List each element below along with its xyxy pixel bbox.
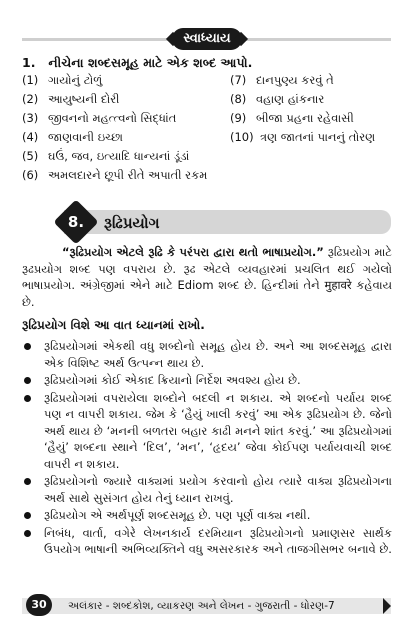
question-1: [22, 55, 252, 71]
bullet-icon: [24, 395, 31, 402]
bullet-item: રૂઢિપ્રયોગમાં વપરાયેલા શબ્દોને બદલી ન શકાય. એ શબ્દનો પર્યાય શબ્દ પણ ન વાપરી શકાય. જેમ કે ‘હૈયું ખાલી કરવું’ આ એક રૂઢિપ્રયોગ છે. જેનો અર્થ થાય છે ‘મનની બળતરા બહાર કાઢી મનને શાંત કરવું.’ આ રૂઢિપ્રયોગમાં ‘હૈયું’ શબ્દના સ્થાને ‘દિલ’, ‘મન’, ‘હૃદય’ જેવા કોઈપણ પર્યાયવાચી શબ્દ વાપરી ન શકાય.: [22, 390, 392, 473]
definition-quote: “રૂઢિપ્રયોગ એટલે રૂઢિ કે પરંપરા દ્વારા થતો ભાષાપ્રયોગ.”: [62, 245, 324, 259]
bullet-icon: [24, 530, 31, 537]
question-text: નીચેના શબ્દસમૂહ માટે એક શબ્દ આપો.: [48, 55, 253, 70]
list-item: (3) જીવનનો મહત્ત્વનો સિદ્ધાંત: [22, 111, 177, 125]
bullet-item: નિબંધ, વાર્તા, વગેરે લેખનકાર્ય દરમિયાન રૂઢિપ્રયોગનો પ્રમાણસર સાર્થક ઉપયોગ ભાષાની અભિવ્યક્તિને વધુ અસરકારક અને તાજગીસભર બનાવે છે.: [22, 525, 392, 558]
list-item: (6) અમલદારને છૂપી રીતે અપાતી રકમ: [22, 168, 208, 182]
intro-text: રૂઢિપ્રયોગ માટે રૂઢપ્રયોગ શબ્દ પણ વપરાય છે. રૂઢ એટલે વ્યવહારમાં પ્રચલિત થઈ ગયેલો ભાષાપ્રયોગ. અંગ્રેજીમાં એને માટે Ediom શબ્દ છે. હિન્દીમાં તેને मुहावरे કહેવાય છે.: [22, 245, 393, 309]
bullet-icon: [24, 377, 31, 384]
bullet-item: રૂઢિપ્રયોગનો જ્યારે વાક્યમાં પ્રયોગ કરવાનો હોય ત્યારે વાક્ય રૂઢિપ્રયોગના અર્થ સાથે સુસંગત હોય તેનું ધ્યાન રાખવું.: [22, 473, 392, 506]
arrow-right-icon: [383, 598, 391, 614]
section-title: રૂઢિપ્રયોગ: [104, 214, 160, 232]
bullet-item: રૂઢિપ્રયોગમાં કોઈ એકાદ ક્રિયાનો નિર્દેશ અવશ્ય હોય છે.: [22, 372, 392, 389]
section-number: 8.: [67, 213, 85, 231]
list-item: (5) ઘઉં, જવ, ઇત્યાદિ ધાન્યનાં ડૂંડાં: [22, 149, 190, 163]
bullet-item: રૂઢિપ્રયોગમાં એકથી વધુ શબ્દોનો સમૂહ હોય છે. અને આ શબ્દસમૂહ દ્વારા એક વિશિષ્ટ અર્થ ઉત્પન્ન થાય છે.: [22, 338, 392, 371]
bullet-icon: [24, 512, 31, 519]
bullet-item: રૂઢિપ્રયોગ એ અર્થપૂર્ણ શબ્દસમૂહ છે. પણ પૂર્ણ વાક્ય નથી.: [22, 507, 392, 524]
list-item: (2) આયુષ્યની દોરી: [22, 92, 120, 106]
bullet-list: [22, 338, 392, 559]
subheading: રૂઢિપ્રયોગ વિશે આ વાત ધ્યાનમાં રાખો.: [22, 318, 205, 332]
page-footer: [0, 592, 413, 616]
bullet-icon: [24, 478, 31, 485]
list-item: (8) વહાણ હાંકનાર: [230, 92, 325, 106]
bullet-icon: [24, 343, 31, 350]
list-item: (4) જાણવાની ઇચ્છા: [22, 130, 124, 144]
page-number: 30: [26, 594, 52, 616]
list-item: (10) ત્રણ જાતનાં પાનનું તોરણ: [230, 130, 376, 144]
question-number: 1.: [22, 55, 36, 70]
exercise-heading: સ્વાધ્યાય: [172, 28, 242, 50]
list-item: (7) દાનપુણ્ય કરવું તે: [230, 73, 334, 87]
list-item: (1) ગાયોનું ટોળું: [22, 73, 103, 87]
intro-paragraph: [22, 244, 392, 310]
list-item: (9) બીજા પ્રહના રહેવાસી: [230, 111, 354, 125]
footer-text: અલંકાર - શબ્દકોશ, વ્યાકરણ અને લેખન - ગુજરાતી - ધોરણ-7: [68, 600, 335, 612]
exercise-banner: [0, 28, 413, 50]
section-header: [0, 206, 413, 236]
